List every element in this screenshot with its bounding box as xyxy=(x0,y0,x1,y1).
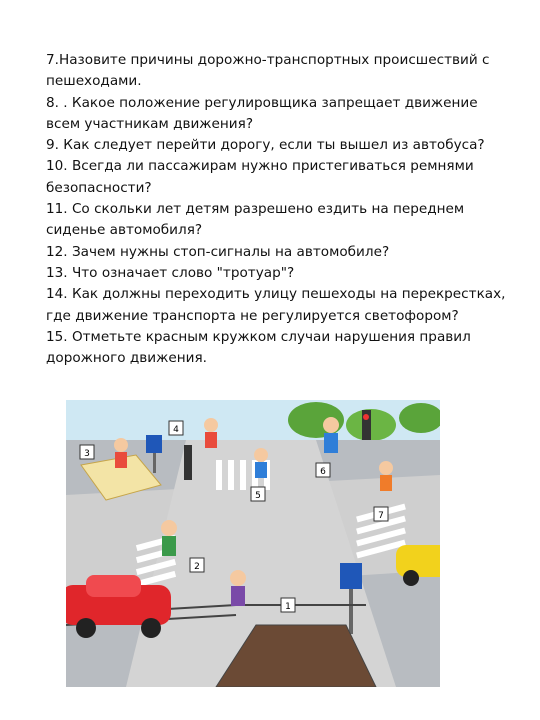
question-12: 12. Зачем нужны стоп-сигналы на автомобиле? xyxy=(46,243,390,260)
sign-pole xyxy=(153,453,156,473)
marker-6: 6 xyxy=(320,467,326,477)
child-figure xyxy=(254,448,268,478)
child-figure xyxy=(323,417,339,453)
question-10: 10. Всегда ли пассажирам нужно пристегиваться ремнями безопасности? xyxy=(46,158,474,196)
question-13: 13. Что означает слово "тротуар"? xyxy=(46,264,295,281)
marker-5: 5 xyxy=(255,491,261,501)
child-figure xyxy=(230,570,246,606)
pedestrian-crossing-sign-large xyxy=(340,563,362,589)
traffic-light-red-lamp xyxy=(363,414,369,420)
question-9: 9. Как следует перейти дорогу, если ты вышел из автобуса? xyxy=(46,137,485,154)
marker-1: 1 xyxy=(285,602,291,612)
child-figure xyxy=(204,418,218,448)
traffic-light-left xyxy=(184,445,192,480)
question-7: 7.Назовите причины дорожно-транспортных происшествий с пешеходами. xyxy=(46,52,490,90)
marker-7: 7 xyxy=(378,511,384,521)
marker-2: 2 xyxy=(194,562,200,572)
question-14: 14. Как должны переходить улицу пешеходы на перекрестках, где движение транспорта не регулируется светофором? xyxy=(46,286,506,324)
sign-pole xyxy=(349,589,353,634)
child-figure xyxy=(114,438,128,468)
marker-4: 4 xyxy=(173,425,179,435)
traffic-illustration xyxy=(66,400,440,687)
question-15: 15. Отметьте красным кружком случаи нарушения правил дорожного движения. xyxy=(46,328,471,367)
question-11: 11. Со скольки лет детям разрешено ездить на переднем сиденье автомобиля? xyxy=(46,201,465,239)
child-figure xyxy=(161,520,177,556)
traffic-scene-svg xyxy=(66,400,440,687)
question-8: 8. . Какое положение регулировщика запрещает движение всем участникам движения? xyxy=(46,94,478,132)
questions-list xyxy=(46,50,516,369)
child-figure xyxy=(379,461,393,491)
marker-3: 3 xyxy=(84,449,90,459)
pedestrian-crossing-sign xyxy=(146,435,162,453)
